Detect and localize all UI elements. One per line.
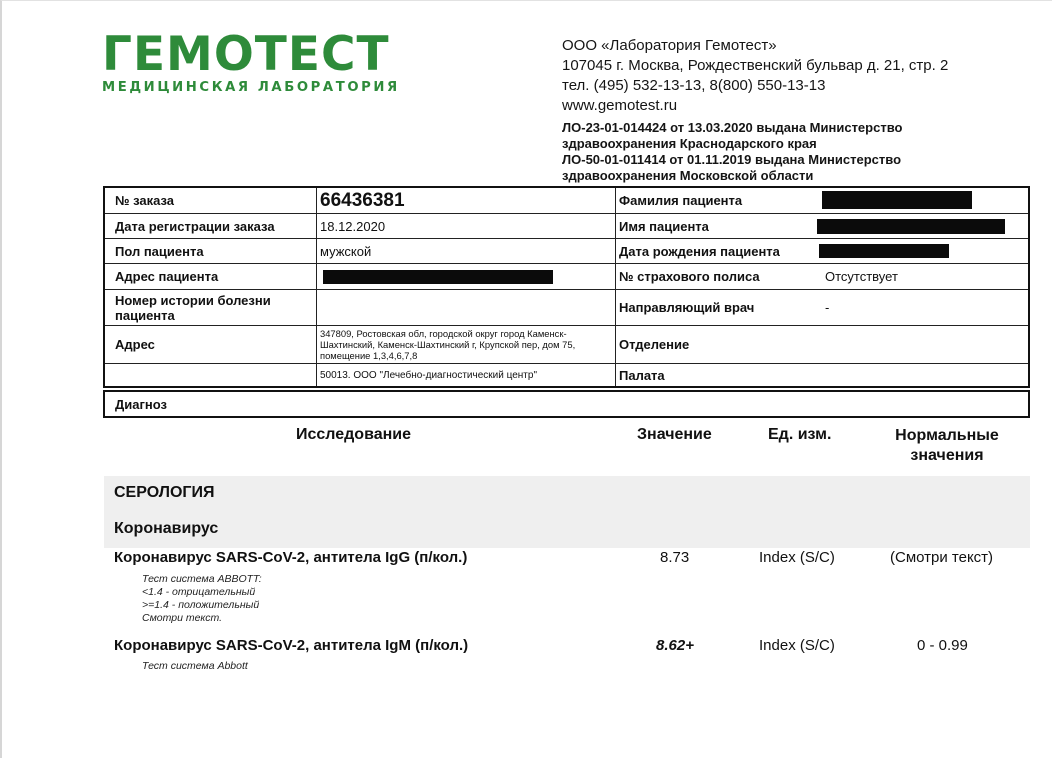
patient-info-table: [103, 186, 1030, 388]
sex-label: Пол пациента: [115, 243, 204, 259]
birth-date-label: Дата рождения пациента: [619, 243, 780, 259]
address-value: 347809, Ростовская обл, городской округ город Каменск-Шахтинский, Каменск-Шахтинский г, Крупской пер, дом 75, помещение 1,3,4,6,7,8: [320, 328, 576, 361]
test-igg-normal: (Смотри текст): [890, 549, 994, 566]
address-label: Адрес: [115, 337, 155, 352]
reg-date-label: Дата регистрации заказа: [115, 218, 275, 234]
redacted-birth-date: [819, 244, 949, 258]
license-2-line-2: здравоохранения Московской области: [562, 168, 814, 183]
section-band: [104, 476, 1030, 548]
sex-value: мужской: [320, 243, 372, 259]
license-1-line-2: здравоохранения Краснодарского края: [562, 136, 817, 151]
test-igg-notes: [142, 573, 262, 625]
order-number-label: № заказа: [115, 193, 175, 208]
table-row: [105, 326, 1028, 364]
subsection-coronavirus: Коронавирус: [114, 520, 219, 537]
department-label: Отделение: [619, 337, 690, 352]
org-website: www.gemotest.ru: [562, 97, 678, 114]
referring-doctor-value: -: [825, 300, 830, 315]
logo-wordmark: ГЕМОТЕСТ: [102, 27, 390, 82]
column-header-study: Исследование: [296, 426, 411, 443]
test-igg-note-line: Смотри текст.: [142, 612, 223, 624]
test-igm-note-line: Тест система Abbott: [142, 660, 248, 672]
gemotest-logo: [102, 27, 400, 95]
section-serology: СЕРОЛОГИЯ: [114, 484, 215, 501]
surname-label: Фамилия пациента: [619, 193, 743, 208]
redacted-patient-address: [323, 270, 553, 284]
clinic-value: 50013. ООО "Лечебно-диагностический центр": [320, 369, 537, 381]
diagnosis-row: [103, 390, 1030, 418]
test-igm-normal: 0 - 0.99: [917, 637, 968, 654]
redacted-surname: [822, 191, 972, 209]
test-igg-note-line: >=1.4 - положительный: [142, 599, 260, 611]
test-igg-unit: Index (S/C): [759, 549, 835, 566]
table-row: [105, 264, 1028, 290]
diagnosis-label: Диагноз: [115, 396, 167, 412]
table-row: [105, 290, 1028, 326]
org-phone: тел. (495) 532-13-13, 8(800) 550-13-13: [562, 77, 826, 94]
first-name-label: Имя пациента: [619, 218, 709, 234]
reg-date-value: 18.12.2020: [320, 218, 386, 234]
test-igm-name: Коронавирус SARS-CoV-2, антитела IgM (п/кол.): [114, 637, 469, 654]
column-header-normal-line-1: Нормальные: [895, 427, 999, 444]
test-igg-name: Коронавирус SARS-CoV-2, антитела IgG (п/кол.): [114, 549, 468, 566]
org-address: 107045 г. Москва, Рождественский бульвар д. 21, стр. 2: [562, 57, 949, 74]
test-igm-notes: [142, 660, 248, 673]
patient-address-label: Адрес пациента: [115, 269, 219, 284]
history-number-label: Номер истории болезни пациента: [115, 292, 271, 323]
policy-label: № страхового полиса: [619, 269, 760, 284]
license-1-line-1: ЛО-23-01-014424 от 13.03.2020 выдана Министерство: [562, 120, 903, 135]
column-header-normal-line-2: значения: [910, 447, 984, 464]
test-igm-unit: Index (S/C): [759, 637, 835, 654]
test-igg-value: 8.73: [660, 549, 690, 566]
column-header-unit: Ед. изм.: [768, 426, 832, 443]
policy-value: Отсутствует: [825, 269, 898, 284]
test-igg-note-line: Тест система ABBOTT:: [142, 573, 262, 585]
table-row: [105, 239, 1028, 264]
column-header-value: Значение: [637, 426, 712, 443]
table-row: [105, 214, 1028, 239]
organization-info: [562, 36, 948, 184]
ward-label: Палата: [619, 367, 665, 383]
table-row: [105, 188, 1028, 214]
referring-doctor-label: Направляющий врач: [619, 300, 755, 315]
redacted-first-name: [817, 219, 1005, 234]
test-igg-note-line: <1.4 - отрицательный: [142, 586, 256, 598]
table-row: [105, 364, 1028, 386]
license-2-line-1: ЛО-50-01-011414 от 01.11.2019 выдана Министерство: [562, 152, 902, 167]
logo-tagline: МЕДИЦИНСКАЯ ЛАБОРАТОРИЯ: [102, 80, 400, 95]
column-header-normal: [884, 426, 1010, 466]
order-number-value: 66436381: [320, 189, 405, 211]
org-name: ООО «Лаборатория Гемотест»: [562, 37, 777, 54]
test-igm-value: 8.62+: [656, 637, 694, 654]
